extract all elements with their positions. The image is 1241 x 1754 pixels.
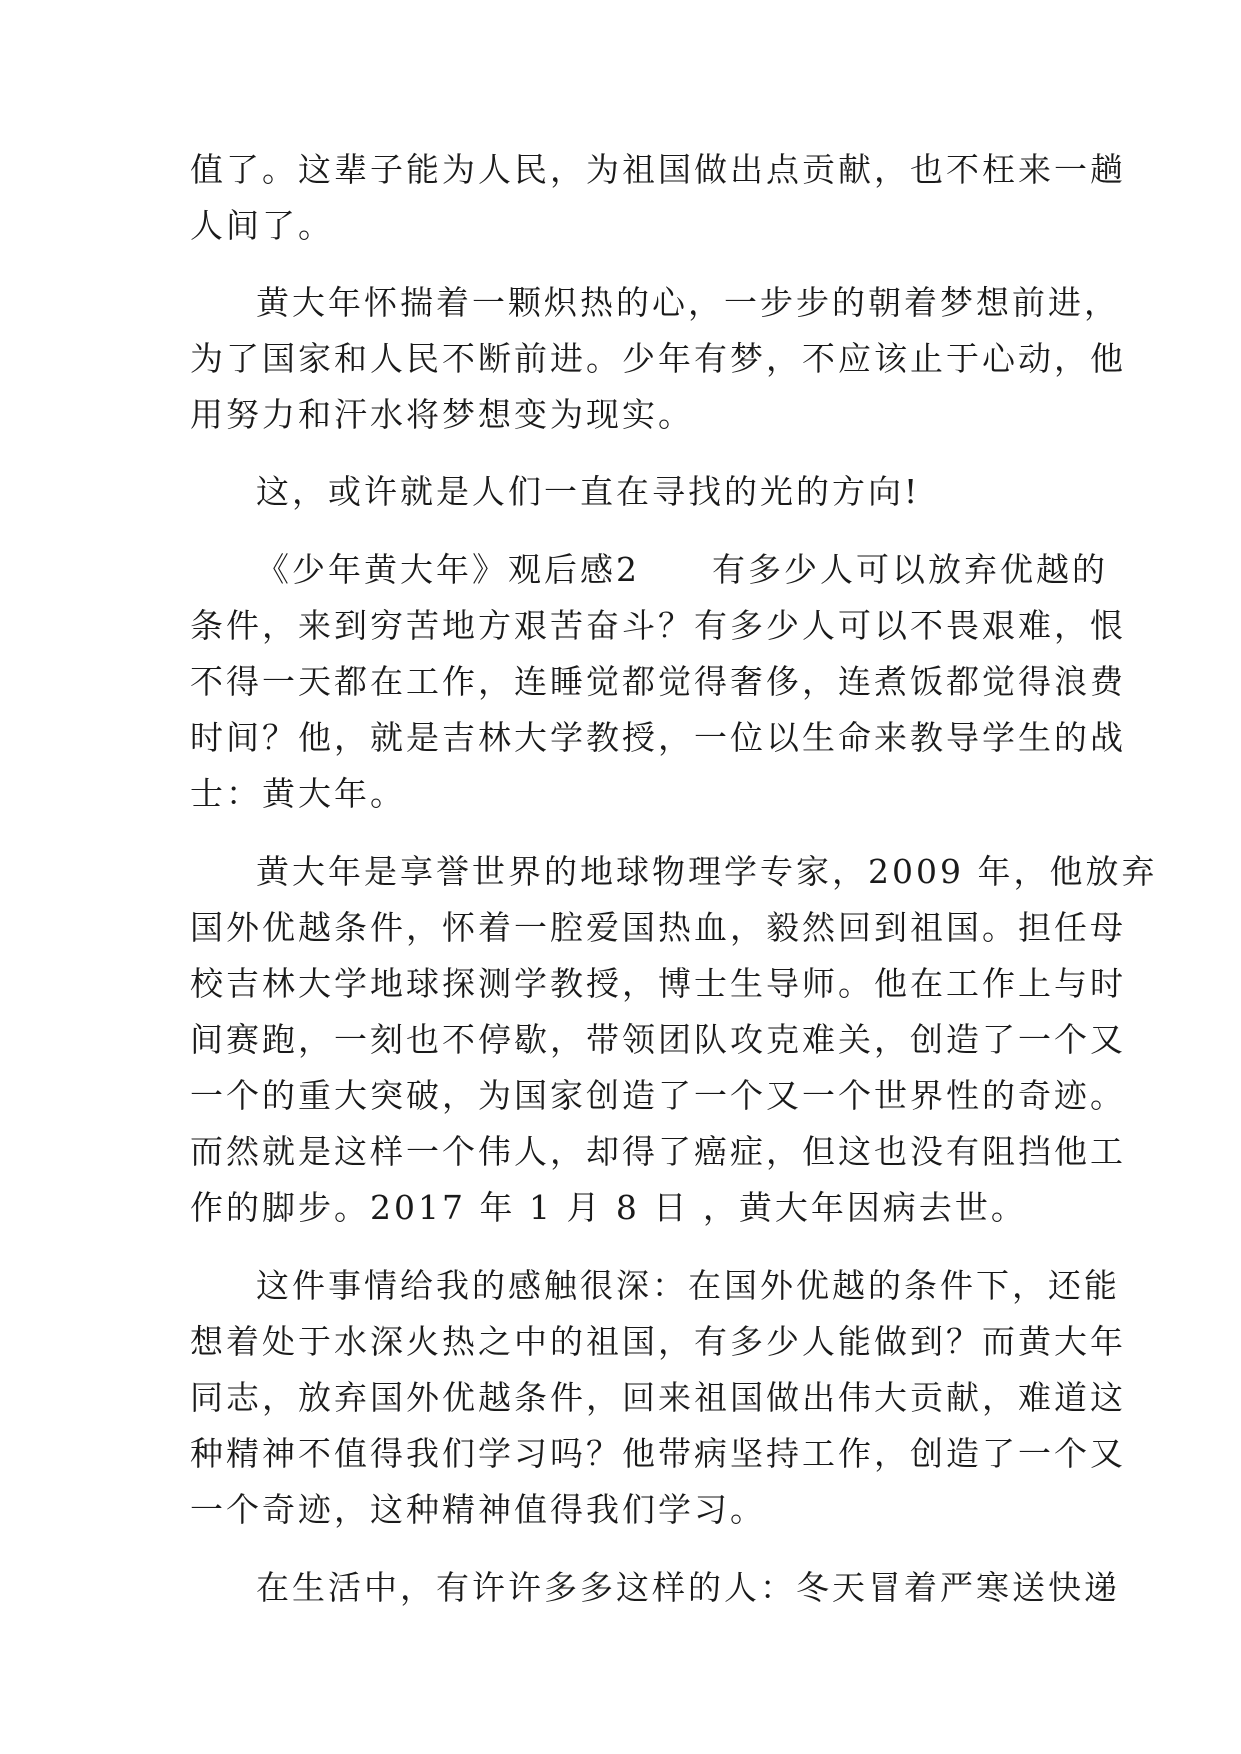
- paragraph-line: 这，或许就是人们一直在寻找的光的方向!: [256, 472, 921, 511]
- text-line: 国外优越条件，怀着一腔爱国热血，毅然回到祖国。担任母: [190, 908, 1126, 947]
- text-line: 间赛跑，一刻也不停歇，带领团队攻克难关，创造了一个又: [190, 1020, 1126, 1059]
- text-line: 为了国家和人民不断前进。少年有梦，不应该止于心动，他: [190, 339, 1126, 378]
- text-line: 一个的重大突破，为国家创造了一个又一个世界性的奇迹。: [190, 1076, 1126, 1115]
- text-line: 条件，来到穷苦地方艰苦奋斗？有多少人可以不畏艰难，恨: [190, 606, 1126, 645]
- text-line: 一个奇迹，这种精神值得我们学习。: [190, 1490, 766, 1529]
- text-line: 不得一天都在工作，连睡觉都觉得奢侈，连煮饭都觉得浪费: [190, 662, 1126, 701]
- paragraph-line: 在生活中，有许许多多这样的人：冬天冒着严寒送快递: [256, 1568, 1120, 1607]
- text-line: 同志，放弃国外优越条件，回来祖国做出伟大贡献，难道这: [190, 1378, 1126, 1417]
- text-line: 时间？他，就是吉林大学教授，一位以生命来教导学生的战: [190, 718, 1126, 757]
- paragraph-line: 黄大年怀揣着一颗炽热的心，一步步的朝着梦想前进，: [256, 283, 1120, 322]
- text-line: 而然就是这样一个伟人，却得了癌症，但这也没有阻挡他工: [190, 1132, 1126, 1171]
- text-line: 人间了。: [190, 206, 334, 245]
- paragraph-line: 黄大年是享誉世界的地球物理学专家，2009 年，他放弃: [256, 852, 1158, 891]
- text-line: 种精神不值得我们学习吗？他带病坚持工作，创造了一个又: [190, 1434, 1126, 1473]
- text-line: 想着处于水深火热之中的祖国，有多少人能做到？而黄大年: [190, 1322, 1126, 1361]
- text-line: 用努力和汗水将梦想变为现实。: [190, 395, 694, 434]
- paragraph-line: 这件事情给我的感触很深：在国外优越的条件下，还能: [256, 1266, 1120, 1305]
- text-line: 士：黄大年。: [190, 774, 406, 813]
- text-line: 值了。这辈子能为人民，为祖国做出点贡献，也不枉来一趟: [190, 150, 1126, 189]
- section-heading-line: 《少年黄大年》观后感2 有多少人可以放弃优越的: [256, 550, 1108, 589]
- text-line: 作的脚步。2017 年 1 月 8 日 ，黄大年因病去世。: [190, 1188, 1027, 1227]
- text-line: 校吉林大学地球探测学教授，博士生导师。他在工作上与时: [190, 964, 1126, 1003]
